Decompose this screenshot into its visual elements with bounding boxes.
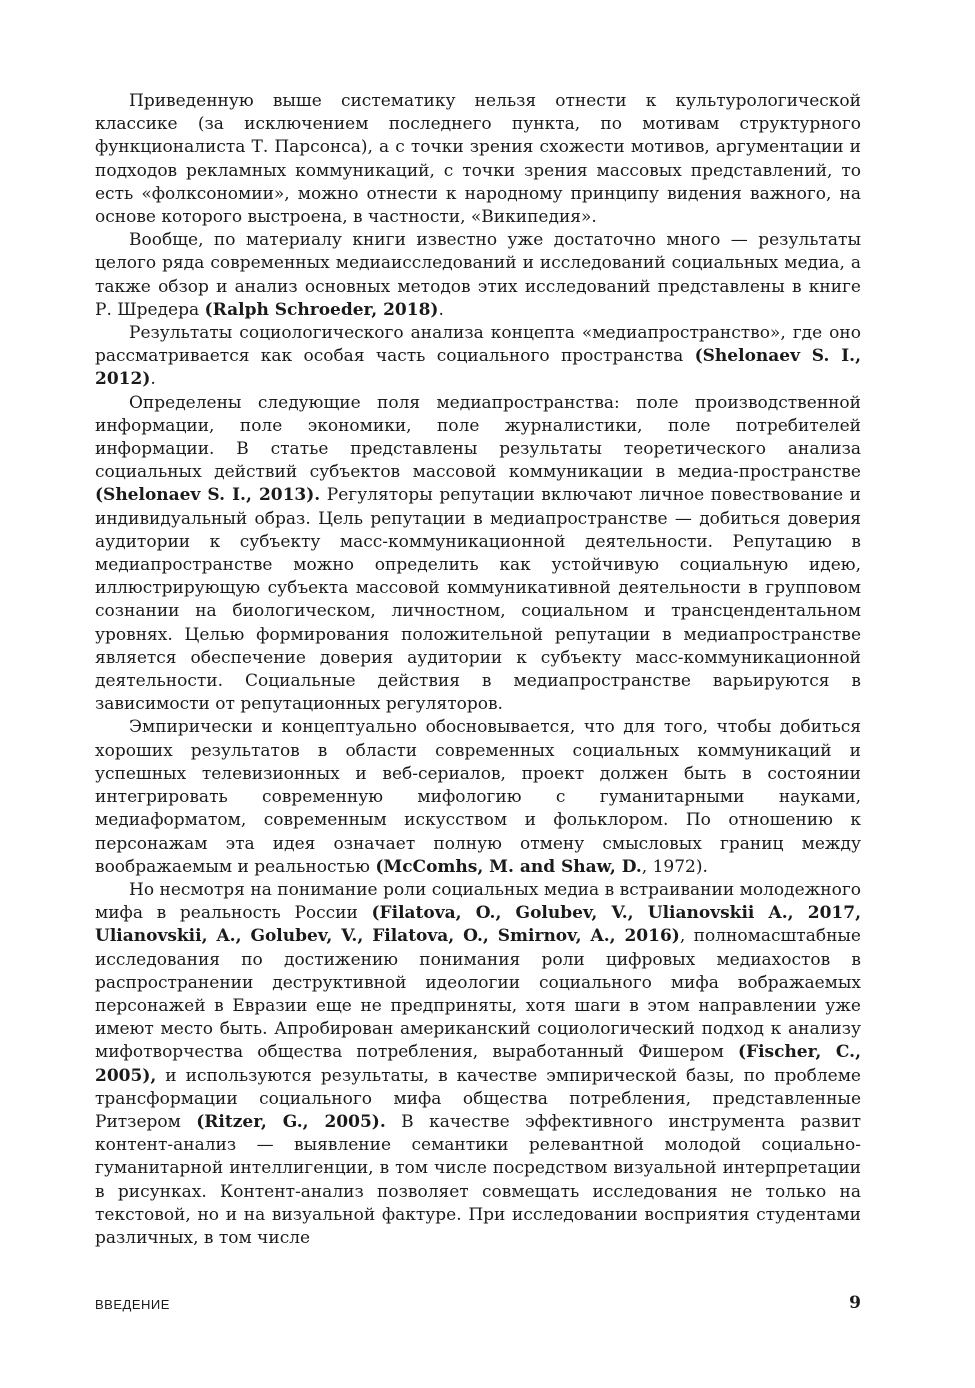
paragraph-5: [95, 716, 861, 878]
paragraph-6: [95, 879, 861, 1250]
paragraph-6-end: В качестве эффективного инструмента развит контент-анализ — выявление семантики релевантной молодой социально-гуманитарной интеллигенции, в том числе посредством визуальной интерпретации в рисунках. Контент-анализ позволяет совмещать исследования не только на текстовой, но и на визуальной фактуре. При исследовании восприятия студентами различных, в том числе: [95, 1111, 861, 1248]
paragraph-3-text: Результаты социологического анализа концепта «медиапространство», где оно рассматривается как особая часть социального пространства: [95, 323, 861, 367]
paragraph-3: [95, 322, 861, 392]
paragraph-2-text: Вообще, по материалу книги известно уже достаточно много — результаты целого ряда современных медиаисследований и исследований социальных медиа, а также обзор и анализ основных методов этих исследований представлены в книге Р. Шредера: [95, 230, 861, 320]
paragraph-1: [95, 90, 861, 229]
citation-mccombs: (McComhs, M. and Shaw, D.: [375, 856, 642, 877]
paragraph-4-text: Определены следующие поля медиапространства: поле производственной информации, поле экономики, поле журналистики, поле потребителей информации. В статье представлены результаты теоретического анализа социальных действий субъектов массовой коммуникации в медиа-пространстве: [95, 392, 861, 483]
citation-schroeder: (Ralph Schroeder, 2018): [204, 299, 439, 320]
page-number: 9: [849, 1293, 861, 1313]
paragraph-4: [95, 392, 861, 717]
paragraph-6-text: Но несмотря на понимание роли социальных медиа в встраивании молодежного мифа в реальность России: [95, 879, 861, 924]
citation-filatova-ulianovskii: (Filatova, O., Golubev, V., Ulianovskii A., 2017, Ulianovskii, A., Golubev, V., Filatova, O., Smirnov, A., 2016): [95, 903, 861, 947]
paragraph-5-text: Эмпирически и концептуально обосновывается, что для того, чтобы добиться хороших результатов в области современных социальных коммуникаций и успешных телевизионных и веб-сериалов, проект должен быть в состоянии интегрировать современную мифологию с гуманитарными науками, медиаформатом, современным искусством и фольклором. По отношению к персонажам эта идея означает полную отмену смысловых границ между воображаемым и реальностью: [95, 717, 861, 877]
paragraph-2-end: .: [438, 299, 444, 320]
paragraph-6-middle: , полномасштабные исследования по достижению понимания роли цифровых медиахостов в распространении деструктивной идеологии социального мифа вображаемых персонажей в Евразии еще не предприняты, хотя шаги в этом направлении уже имеют место быть. Апробирован американский социологический подход к анализу мифотворчества общества потребления, выработанный Фишером: [95, 926, 861, 1063]
paragraph-6-middle-2: и используются результаты, в качестве эмпирической базы, по проблеме трансформации социального мифа общества потребления, представленные Ритзером: [95, 1065, 861, 1132]
paragraph-4-rest: Регуляторы репутации включают личное повествование и индивидуальный образ. Цель репутации в медиапространстве — добиться доверия аудитории к субъекту масс-коммуникационной деятельности. Репутацию в медиапространстве можно определить как устойчивую социальную идею, иллюстрирующую субъекта массовой коммуникативной деятельности в групповом сознании на биологическом, личностном, социальном и трансцендентальном уровнях. Целью формирования положительной репутации в медиапространстве является обеспечение доверия аудитории к субъекту масс-коммуникационной деятельности. Социальные действия в медиапространстве варьируются в зависимости от репутационных регуляторов.: [95, 485, 862, 715]
paragraph-2: [95, 229, 861, 322]
page-body: [95, 90, 861, 1250]
citation-shelonaev-2012: (Shelonaev S. I., 2012): [95, 346, 861, 390]
paragraph-5-end: , 1972).: [641, 856, 708, 877]
citation-shelonaev-2013: (Shelonaev S. I., 2013).: [95, 485, 321, 506]
paragraph-3-end: .: [150, 369, 156, 390]
citation-ritzer: (Ritzer, G., 2005).: [196, 1111, 386, 1132]
running-head: ВВЕДЕНИЕ: [95, 1297, 170, 1312]
citation-fischer: (Fischer, C., 2005),: [95, 1042, 861, 1086]
page-footer: [95, 1293, 861, 1317]
paragraph-1-text: Приведенную выше систематику нельзя отнести к культурологической классике (за исключением последнего пункта, по мотивам структурного функционалиста Т. Парсонса), а с точки зрения схожести мотивов, аргументации и подходов рекламных коммуникаций, с точки зрения массовых представлений, то есть «фолксономии», можно отнести к народному принципу видения важного, на основе которого выстроена, в частности, «Википедия».: [95, 91, 861, 228]
